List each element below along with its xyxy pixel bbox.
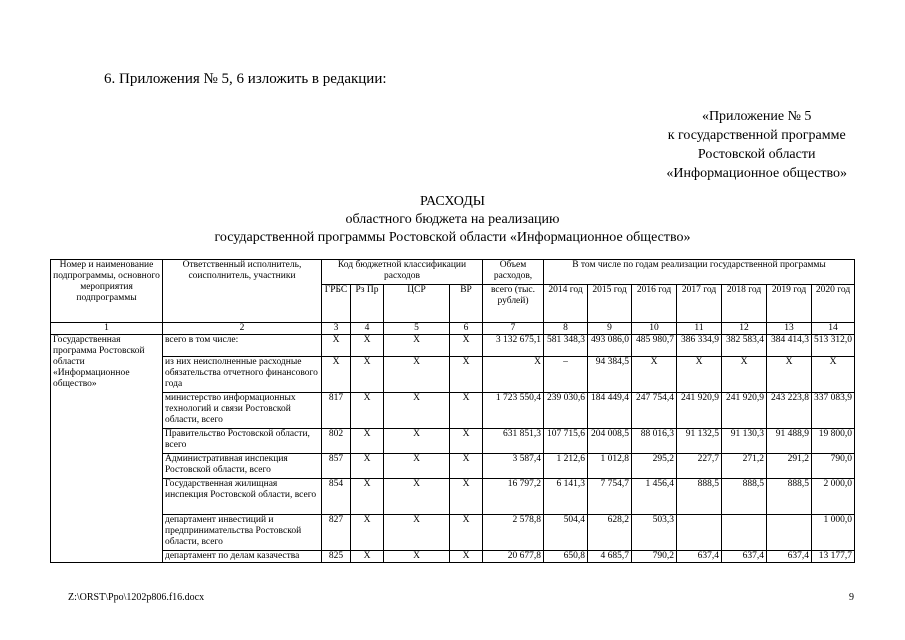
- rzpr-cell: X: [351, 454, 384, 479]
- table-row: [51, 551, 855, 563]
- year-value-cell: X: [677, 357, 722, 393]
- year-value-cell: 384 414,3: [767, 335, 812, 357]
- file-path: Z:\ORST\Ppo\1202p806.f16.docx: [68, 592, 205, 603]
- total-cell: 16 797,2: [483, 479, 544, 515]
- grbs-cell: 854: [322, 479, 351, 515]
- header-total: всего (тыс. рублей): [483, 285, 544, 323]
- header-year: 2019 год: [767, 285, 812, 323]
- year-value-cell: 493 086,0: [588, 335, 632, 357]
- total-cell: 1 723 550,4: [483, 393, 544, 429]
- year-value-cell: 503,3: [632, 515, 677, 551]
- year-value-cell: 485 980,7: [632, 335, 677, 357]
- executor-cell: департамент инвестиций и предпринимательства Ростовской области, всего: [163, 515, 322, 551]
- header-year: 2014 год: [544, 285, 588, 323]
- year-value-cell: 13 177,7: [812, 551, 855, 563]
- year-value-cell: X: [722, 357, 767, 393]
- vr-cell: X: [450, 357, 483, 393]
- grbs-cell: 857: [322, 454, 351, 479]
- vr-cell: X: [450, 335, 483, 357]
- column-number: 4: [351, 323, 384, 335]
- column-number: 6: [450, 323, 483, 335]
- header-years: В том числе по годам реализации государственной программы: [544, 260, 855, 285]
- year-value-cell: 337 083,9: [812, 393, 855, 429]
- header-grbs: ГРБС: [322, 285, 351, 323]
- header-year: 2018 год: [722, 285, 767, 323]
- csr-cell: X: [384, 429, 450, 454]
- column-number: 5: [384, 323, 450, 335]
- year-value-cell: X: [767, 357, 812, 393]
- csr-cell: X: [384, 454, 450, 479]
- appendix-block: [666, 107, 847, 183]
- year-value-cell: [767, 515, 812, 551]
- year-value-cell: 184 449,4: [588, 393, 632, 429]
- csr-cell: X: [384, 393, 450, 429]
- year-value-cell: 227,7: [677, 454, 722, 479]
- header-executor: Ответственный исполнитель, соисполнитель, участники: [163, 260, 322, 323]
- executor-cell: Государственная жилищная инспекция Ростовской области, всего: [163, 479, 322, 515]
- vr-cell: X: [450, 515, 483, 551]
- document-heading: [0, 193, 905, 247]
- year-value-cell: 386 334,9: [677, 335, 722, 357]
- header-vr: ВР: [450, 285, 483, 323]
- rzpr-cell: X: [351, 393, 384, 429]
- header-year: 2017 год: [677, 285, 722, 323]
- grbs-cell: 825: [322, 551, 351, 563]
- year-value-cell: –: [544, 357, 588, 393]
- year-value-cell: 888,5: [677, 479, 722, 515]
- year-value-cell: 247 754,4: [632, 393, 677, 429]
- vr-cell: X: [450, 479, 483, 515]
- executor-cell: из них неисполненные расходные обязательства отчетного финансового года: [163, 357, 322, 393]
- appendix-line-4: «Информационное общество»: [666, 166, 847, 181]
- year-value-cell: 513 312,0: [812, 335, 855, 357]
- year-value-cell: 1 212,6: [544, 454, 588, 479]
- year-value-cell: 88 016,3: [632, 429, 677, 454]
- year-value-cell: 628,2: [588, 515, 632, 551]
- year-value-cell: 295,2: [632, 454, 677, 479]
- year-value-cell: 790,2: [632, 551, 677, 563]
- total-cell: 3 132 675,1: [483, 335, 544, 357]
- year-value-cell: 19 800,0: [812, 429, 855, 454]
- year-value-cell: 6 141,3: [544, 479, 588, 515]
- program-name-cell: Государственная программа Ростовской области «Информационное общество»: [51, 335, 163, 563]
- csr-cell: X: [384, 357, 450, 393]
- year-value-cell: 241 920,9: [677, 393, 722, 429]
- column-number: 8: [544, 323, 588, 335]
- executor-cell: министерство информационных технологий и связи Ростовской области, всего: [163, 393, 322, 429]
- header-volume: Объем расходов,: [483, 260, 544, 285]
- page-number: 9: [849, 592, 854, 603]
- column-number: 12: [722, 323, 767, 335]
- column-number: 10: [632, 323, 677, 335]
- year-value-cell: 888,5: [722, 479, 767, 515]
- year-value-cell: 504,4: [544, 515, 588, 551]
- grbs-cell: X: [322, 357, 351, 393]
- appendix-line-3: Ростовской области: [697, 147, 816, 162]
- column-number-row: [51, 323, 855, 335]
- year-value-cell: 107 715,6: [544, 429, 588, 454]
- total-cell: 2 578,8: [483, 515, 544, 551]
- table-row: [51, 393, 855, 429]
- year-value-cell: 241 920,9: [722, 393, 767, 429]
- executor-cell: Правительство Ростовской области, всего: [163, 429, 322, 454]
- total-cell: 631 851,3: [483, 429, 544, 454]
- heading-line-2: областного бюджета на реализацию: [345, 212, 560, 227]
- table-row: [51, 454, 855, 479]
- table-row: [51, 429, 855, 454]
- header-rzpr: Рз Пр: [351, 285, 384, 323]
- year-value-cell: 581 348,3: [544, 335, 588, 357]
- rzpr-cell: X: [351, 479, 384, 515]
- column-number: 2: [163, 323, 322, 335]
- appendix-line-2: к государственной программе: [667, 128, 846, 143]
- header-year: 2020 год: [812, 285, 855, 323]
- year-value-cell: 204 008,5: [588, 429, 632, 454]
- year-value-cell: 1 000,0: [812, 515, 855, 551]
- rzpr-cell: X: [351, 335, 384, 357]
- table-row: [51, 335, 855, 357]
- csr-cell: X: [384, 515, 450, 551]
- column-number: 13: [767, 323, 812, 335]
- year-value-cell: 382 583,4: [722, 335, 767, 357]
- expenses-table: [50, 259, 855, 563]
- vr-cell: X: [450, 551, 483, 563]
- column-number: 9: [588, 323, 632, 335]
- year-value-cell: 271,2: [722, 454, 767, 479]
- year-value-cell: 2 000,0: [812, 479, 855, 515]
- year-value-cell: 91 130,3: [722, 429, 767, 454]
- rzpr-cell: X: [351, 357, 384, 393]
- year-value-cell: 4 685,7: [588, 551, 632, 563]
- total-cell: 3 587,4: [483, 454, 544, 479]
- header-csr: ЦСР: [384, 285, 450, 323]
- vr-cell: X: [450, 393, 483, 429]
- grbs-cell: 827: [322, 515, 351, 551]
- vr-cell: X: [450, 429, 483, 454]
- header-year: 2015 год: [588, 285, 632, 323]
- year-value-cell: 650,8: [544, 551, 588, 563]
- vr-cell: X: [450, 454, 483, 479]
- executor-cell: всего в том числе:: [163, 335, 322, 357]
- table-row: [51, 515, 855, 551]
- year-value-cell: X: [632, 357, 677, 393]
- column-number: 11: [677, 323, 722, 335]
- year-value-cell: [722, 515, 767, 551]
- rzpr-cell: X: [351, 515, 384, 551]
- csr-cell: X: [384, 335, 450, 357]
- total-cell: 20 677,8: [483, 551, 544, 563]
- year-value-cell: 1 012,8: [588, 454, 632, 479]
- appendix-line-1: «Приложение № 5: [701, 109, 812, 124]
- year-value-cell: 91 488,9: [767, 429, 812, 454]
- intro-text: 6. Приложения № 5, 6 изложить в редакции:: [104, 71, 387, 87]
- year-value-cell: 94 384,5: [588, 357, 632, 393]
- year-value-cell: 91 132,5: [677, 429, 722, 454]
- rzpr-cell: X: [351, 429, 384, 454]
- year-value-cell: 637,4: [722, 551, 767, 563]
- year-value-cell: 1 456,4: [632, 479, 677, 515]
- executor-cell: Административная инспекция Ростовской области, всего: [163, 454, 322, 479]
- table-row: [51, 357, 855, 393]
- expenses-table-wrap: [50, 259, 855, 563]
- year-value-cell: [677, 515, 722, 551]
- year-value-cell: 7 754,7: [588, 479, 632, 515]
- grbs-cell: 802: [322, 429, 351, 454]
- header-name: Номер и наименование подпрограммы, основного мероприятия подпрограммы: [51, 260, 163, 323]
- heading-line-3: государственной программы Ростовской области «Информационное общество»: [214, 230, 691, 245]
- column-number: 3: [322, 323, 351, 335]
- grbs-cell: X: [322, 335, 351, 357]
- column-number: 7: [483, 323, 544, 335]
- rzpr-cell: X: [351, 551, 384, 563]
- year-value-cell: 637,4: [767, 551, 812, 563]
- csr-cell: X: [384, 551, 450, 563]
- csr-cell: X: [384, 479, 450, 515]
- year-value-cell: 637,4: [677, 551, 722, 563]
- heading-title: РАСХОДЫ: [420, 194, 485, 209]
- column-number: 14: [812, 323, 855, 335]
- total-cell: X: [483, 357, 544, 393]
- header-budget-code: Код бюджетной классификации расходов: [322, 260, 483, 285]
- column-number: 1: [51, 323, 163, 335]
- year-value-cell: 243 223,8: [767, 393, 812, 429]
- year-value-cell: 291,2: [767, 454, 812, 479]
- year-value-cell: 239 030,6: [544, 393, 588, 429]
- year-value-cell: X: [812, 357, 855, 393]
- grbs-cell: 817: [322, 393, 351, 429]
- year-value-cell: 790,0: [812, 454, 855, 479]
- table-row: [51, 479, 855, 515]
- header-year: 2016 год: [632, 285, 677, 323]
- year-value-cell: 888,5: [767, 479, 812, 515]
- executor-cell: департамент по делам казачества: [163, 551, 322, 563]
